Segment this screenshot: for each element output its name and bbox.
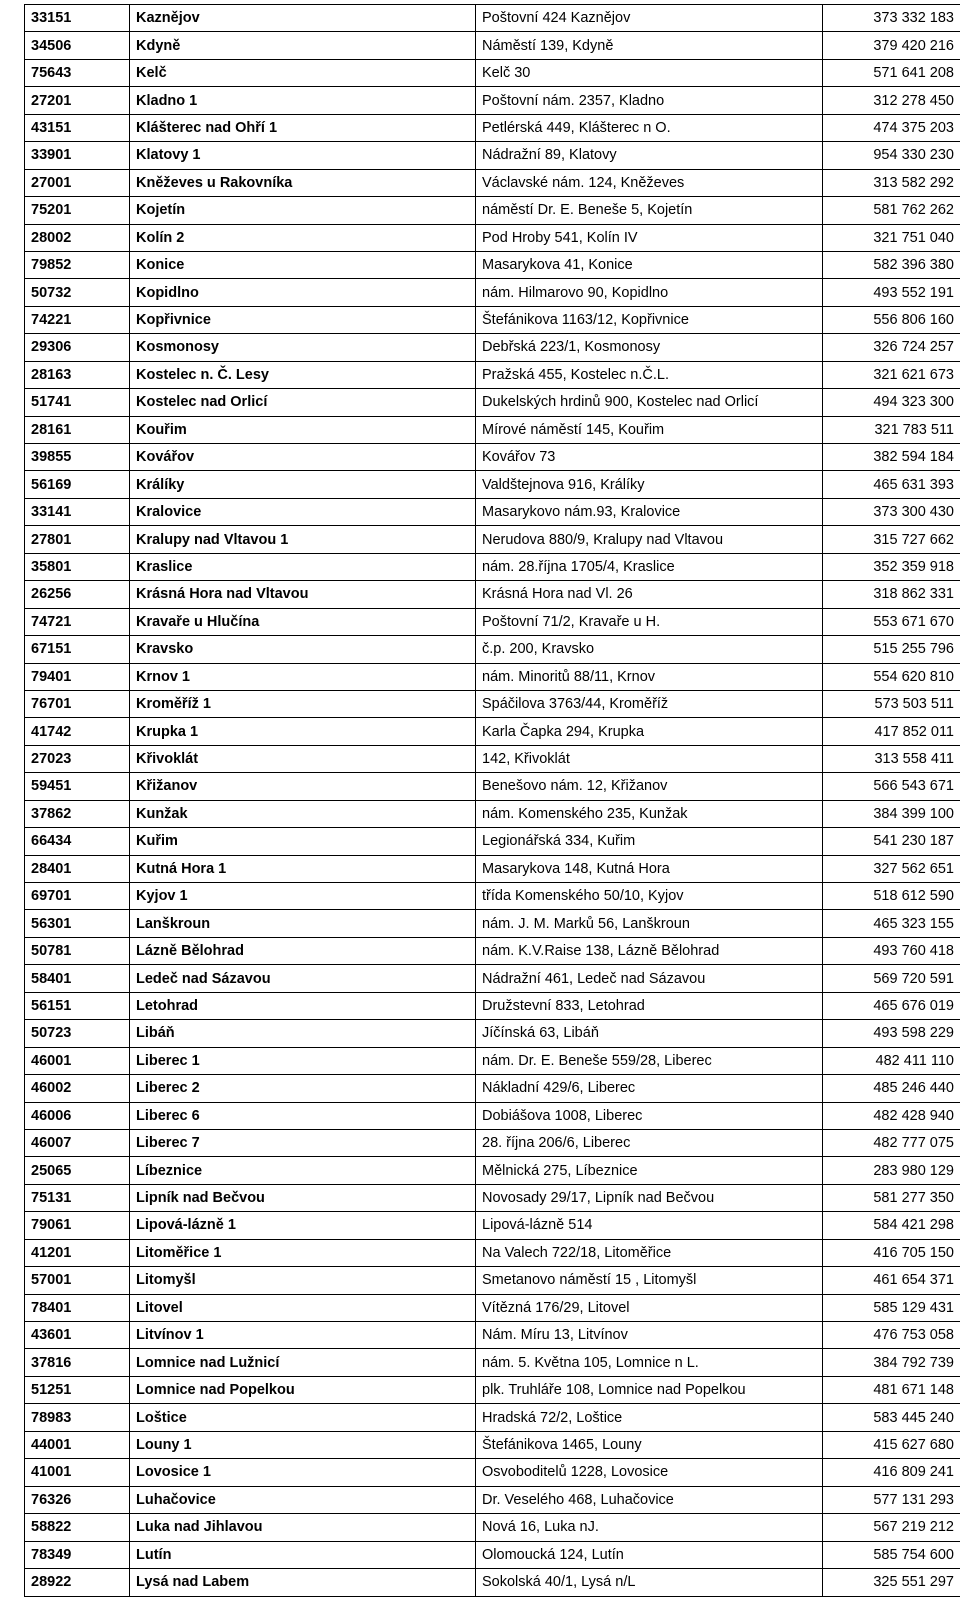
cell-phone: 541 230 187 xyxy=(823,828,960,855)
cell-name: Liberec 2 xyxy=(130,1075,476,1102)
table-row xyxy=(25,1294,960,1321)
cell-name: Kralovice xyxy=(130,498,476,525)
cell-address: Dobiášova 1008, Liberec xyxy=(476,1102,823,1129)
cell-phone: 321 751 040 xyxy=(823,224,960,251)
cell-phone: 581 277 350 xyxy=(823,1184,960,1211)
cell-psc: 76701 xyxy=(25,690,130,717)
cell-name: Kouřim xyxy=(130,416,476,443)
cell-psc: 78401 xyxy=(25,1294,130,1321)
table-row xyxy=(25,87,960,114)
cell-psc: 33141 xyxy=(25,498,130,525)
cell-phone: 373 332 183 xyxy=(823,5,960,32)
cell-phone: 321 783 511 xyxy=(823,416,960,443)
cell-address: Vítězná 176/29, Litovel xyxy=(476,1294,823,1321)
table-row xyxy=(25,32,960,59)
cell-psc: 79401 xyxy=(25,663,130,690)
cell-psc: 46001 xyxy=(25,1047,130,1074)
cell-name: Krupka 1 xyxy=(130,718,476,745)
cell-phone: 321 621 673 xyxy=(823,361,960,388)
cell-phone: 315 727 662 xyxy=(823,526,960,553)
cell-phone: 571 641 208 xyxy=(823,59,960,86)
cell-address: Olomoucká 124, Lutín xyxy=(476,1541,823,1568)
cell-phone: 582 396 380 xyxy=(823,251,960,278)
cell-psc: 28401 xyxy=(25,855,130,882)
cell-name: Lomnice nad Lužnicí xyxy=(130,1349,476,1376)
cell-phone: 494 323 300 xyxy=(823,389,960,416)
table-row xyxy=(25,1102,960,1129)
table-row xyxy=(25,361,960,388)
table-row xyxy=(25,1020,960,1047)
cell-name: Kovářov xyxy=(130,444,476,471)
cell-address: Novosady 29/17, Lipník nad Bečvou xyxy=(476,1184,823,1211)
cell-address: Masarykova 41, Konice xyxy=(476,251,823,278)
cell-phone: 415 627 680 xyxy=(823,1431,960,1458)
table-body xyxy=(25,5,960,1597)
cell-phone: 313 582 292 xyxy=(823,169,960,196)
cell-psc: 79061 xyxy=(25,1212,130,1239)
cell-psc: 74221 xyxy=(25,306,130,333)
cell-address: 142, Křivoklát xyxy=(476,745,823,772)
cell-address: Sokolská 40/1, Lysá n/L xyxy=(476,1568,823,1596)
table-row xyxy=(25,910,960,937)
cell-psc: 46006 xyxy=(25,1102,130,1129)
cell-name: Ledeč nad Sázavou xyxy=(130,965,476,992)
cell-phone: 312 278 450 xyxy=(823,87,960,114)
cell-address: Legionářská 334, Kuřim xyxy=(476,828,823,855)
cell-psc: 75643 xyxy=(25,59,130,86)
cell-name: Kopřivnice xyxy=(130,306,476,333)
cell-phone: 553 671 670 xyxy=(823,608,960,635)
cell-address: Družstevní 833, Letohrad xyxy=(476,992,823,1019)
cell-phone: 326 724 257 xyxy=(823,334,960,361)
cell-name: Kopidlno xyxy=(130,279,476,306)
cell-psc: 29306 xyxy=(25,334,130,361)
cell-phone: 384 792 739 xyxy=(823,1349,960,1376)
table-row xyxy=(25,1431,960,1458)
cell-name: Lázně Bělohrad xyxy=(130,937,476,964)
cell-address: Nám. Míru 13, Litvínov xyxy=(476,1322,823,1349)
cell-name: Liberec 6 xyxy=(130,1102,476,1129)
cell-phone: 313 558 411 xyxy=(823,745,960,772)
table-row xyxy=(25,197,960,224)
cell-psc: 78983 xyxy=(25,1404,130,1431)
cell-psc: 25065 xyxy=(25,1157,130,1184)
cell-address: Benešovo nám. 12, Křižanov xyxy=(476,773,823,800)
cell-address: Jíčínská 63, Libáň xyxy=(476,1020,823,1047)
table-row xyxy=(25,1541,960,1568)
cell-psc: 74721 xyxy=(25,608,130,635)
cell-name: Kněževes u Rakovníka xyxy=(130,169,476,196)
table-row xyxy=(25,663,960,690)
cell-address: Mělnická 275, Líbeznice xyxy=(476,1157,823,1184)
cell-psc: 35801 xyxy=(25,553,130,580)
cell-psc: 46007 xyxy=(25,1129,130,1156)
table-row xyxy=(25,1568,960,1596)
table-row xyxy=(25,526,960,553)
cell-address: nám. Komenského 235, Kunžak xyxy=(476,800,823,827)
cell-phone: 474 375 203 xyxy=(823,114,960,141)
table-row xyxy=(25,5,960,32)
table-row xyxy=(25,1047,960,1074)
table-row xyxy=(25,992,960,1019)
cell-address: Na Valech 722/18, Litoměřice xyxy=(476,1239,823,1266)
cell-address: Hradská 72/2, Loštice xyxy=(476,1404,823,1431)
cell-address: nám. Dr. E. Beneše 559/28, Liberec xyxy=(476,1047,823,1074)
cell-name: Kyjov 1 xyxy=(130,883,476,910)
cell-name: Kravsko xyxy=(130,636,476,663)
table-row xyxy=(25,251,960,278)
cell-psc: 56301 xyxy=(25,910,130,937)
cell-phone: 327 562 651 xyxy=(823,855,960,882)
cell-name: Kunžak xyxy=(130,800,476,827)
cell-address: nám. 5. Května 105, Lomnice n L. xyxy=(476,1349,823,1376)
cell-phone: 373 300 430 xyxy=(823,498,960,525)
table-row xyxy=(25,279,960,306)
cell-name: Lipník nad Bečvou xyxy=(130,1184,476,1211)
table-row xyxy=(25,1075,960,1102)
table-row xyxy=(25,1349,960,1376)
cell-address: Pražská 455, Kostelec n.Č.L. xyxy=(476,361,823,388)
cell-phone: 352 359 918 xyxy=(823,553,960,580)
table-row xyxy=(25,224,960,251)
table-row xyxy=(25,416,960,443)
table-row xyxy=(25,1459,960,1486)
cell-name: Kralupy nad Vltavou 1 xyxy=(130,526,476,553)
cell-address: Nádražní 89, Klatovy xyxy=(476,142,823,169)
cell-address: č.p. 200, Kravsko xyxy=(476,636,823,663)
cell-psc: 28161 xyxy=(25,416,130,443)
table-row xyxy=(25,1267,960,1294)
cell-psc: 44001 xyxy=(25,1431,130,1458)
cell-address: Smetanovo náměstí 15 , Litomyšl xyxy=(476,1267,823,1294)
cell-psc: 56169 xyxy=(25,471,130,498)
cell-name: Liberec 7 xyxy=(130,1129,476,1156)
cell-psc: 50723 xyxy=(25,1020,130,1047)
cell-phone: 493 598 229 xyxy=(823,1020,960,1047)
table-row xyxy=(25,114,960,141)
cell-phone: 325 551 297 xyxy=(823,1568,960,1596)
cell-name: Kojetín xyxy=(130,197,476,224)
table-row xyxy=(25,1157,960,1184)
cell-name: Loštice xyxy=(130,1404,476,1431)
cell-phone: 954 330 230 xyxy=(823,142,960,169)
cell-name: Lovosice 1 xyxy=(130,1459,476,1486)
cell-psc: 50732 xyxy=(25,279,130,306)
table-row xyxy=(25,1486,960,1513)
table-row xyxy=(25,553,960,580)
cell-psc: 76326 xyxy=(25,1486,130,1513)
cell-name: Kladno 1 xyxy=(130,87,476,114)
cell-name: Libáň xyxy=(130,1020,476,1047)
cell-address: Debřská 223/1, Kosmonosy xyxy=(476,334,823,361)
cell-name: Kostelec n. Č. Lesy xyxy=(130,361,476,388)
cell-phone: 416 809 241 xyxy=(823,1459,960,1486)
cell-phone: 482 428 940 xyxy=(823,1102,960,1129)
table-row xyxy=(25,1376,960,1403)
cell-phone: 485 246 440 xyxy=(823,1075,960,1102)
cell-psc: 46002 xyxy=(25,1075,130,1102)
cell-psc: 50781 xyxy=(25,937,130,964)
cell-name: Kelč xyxy=(130,59,476,86)
cell-psc: 66434 xyxy=(25,828,130,855)
cell-name: Líbeznice xyxy=(130,1157,476,1184)
table-row xyxy=(25,773,960,800)
cell-phone: 554 620 810 xyxy=(823,663,960,690)
cell-phone: 493 760 418 xyxy=(823,937,960,964)
table-row xyxy=(25,636,960,663)
cell-name: Litomyšl xyxy=(130,1267,476,1294)
cell-address: třída Komenského 50/10, Kyjov xyxy=(476,883,823,910)
cell-address: Nákladní 429/6, Liberec xyxy=(476,1075,823,1102)
table-row xyxy=(25,718,960,745)
cell-address: Náměstí 139, Kdyně xyxy=(476,32,823,59)
cell-address: nám. K.V.Raise 138, Lázně Bělohrad xyxy=(476,937,823,964)
table-row xyxy=(25,1404,960,1431)
cell-address: Poštovní 71/2, Kravaře u H. xyxy=(476,608,823,635)
cell-phone: 416 705 150 xyxy=(823,1239,960,1266)
cell-phone: 556 806 160 xyxy=(823,306,960,333)
cell-name: Litovel xyxy=(130,1294,476,1321)
cell-name: Lipová-lázně 1 xyxy=(130,1212,476,1239)
table-row xyxy=(25,581,960,608)
cell-address: Poštovní 424 Kaznějov xyxy=(476,5,823,32)
cell-name: Křivoklát xyxy=(130,745,476,772)
cell-name: Kuřim xyxy=(130,828,476,855)
cell-address: Masarykovo nám.93, Kralovice xyxy=(476,498,823,525)
post-office-table xyxy=(24,4,960,1597)
cell-phone: 583 445 240 xyxy=(823,1404,960,1431)
cell-psc: 41742 xyxy=(25,718,130,745)
cell-psc: 58822 xyxy=(25,1514,130,1541)
cell-name: Kraslice xyxy=(130,553,476,580)
table-row xyxy=(25,1514,960,1541)
cell-phone: 577 131 293 xyxy=(823,1486,960,1513)
cell-address: Nerudova 880/9, Kralupy nad Vltavou xyxy=(476,526,823,553)
cell-phone: 518 612 590 xyxy=(823,883,960,910)
table-row xyxy=(25,855,960,882)
cell-address: Masarykova 148, Kutná Hora xyxy=(476,855,823,882)
cell-address: plk. Truhláře 108, Lomnice nad Popelkou xyxy=(476,1376,823,1403)
cell-psc: 28002 xyxy=(25,224,130,251)
table-row xyxy=(25,142,960,169)
cell-psc: 67151 xyxy=(25,636,130,663)
table-row xyxy=(25,334,960,361)
cell-phone: 382 594 184 xyxy=(823,444,960,471)
cell-phone: 283 980 129 xyxy=(823,1157,960,1184)
cell-address: Karla Čapka 294, Krupka xyxy=(476,718,823,745)
cell-phone: 481 671 148 xyxy=(823,1376,960,1403)
cell-address: Nová 16, Luka nJ. xyxy=(476,1514,823,1541)
cell-name: Kosmonosy xyxy=(130,334,476,361)
table-row xyxy=(25,444,960,471)
cell-address: Lipová-lázně 514 xyxy=(476,1212,823,1239)
cell-psc: 39855 xyxy=(25,444,130,471)
cell-psc: 27001 xyxy=(25,169,130,196)
cell-phone: 585 754 600 xyxy=(823,1541,960,1568)
cell-psc: 51251 xyxy=(25,1376,130,1403)
table-row xyxy=(25,306,960,333)
cell-phone: 379 420 216 xyxy=(823,32,960,59)
cell-psc: 75201 xyxy=(25,197,130,224)
table-row xyxy=(25,1129,960,1156)
table-row xyxy=(25,745,960,772)
cell-name: Litvínov 1 xyxy=(130,1322,476,1349)
cell-psc: 33901 xyxy=(25,142,130,169)
cell-address: Pod Hroby 541, Kolín IV xyxy=(476,224,823,251)
cell-phone: 465 631 393 xyxy=(823,471,960,498)
cell-psc: 69701 xyxy=(25,883,130,910)
cell-name: Křižanov xyxy=(130,773,476,800)
cell-name: Louny 1 xyxy=(130,1431,476,1458)
cell-name: Krnov 1 xyxy=(130,663,476,690)
cell-psc: 27801 xyxy=(25,526,130,553)
cell-phone: 493 552 191 xyxy=(823,279,960,306)
table-row xyxy=(25,169,960,196)
cell-address: Kelč 30 xyxy=(476,59,823,86)
cell-psc: 28922 xyxy=(25,1568,130,1596)
cell-name: Klatovy 1 xyxy=(130,142,476,169)
cell-address: Poštovní nám. 2357, Kladno xyxy=(476,87,823,114)
cell-address: nám. J. M. Marků 56, Lanškroun xyxy=(476,910,823,937)
cell-name: Litoměřice 1 xyxy=(130,1239,476,1266)
table-row xyxy=(25,498,960,525)
cell-name: Krásná Hora nad Vltavou xyxy=(130,581,476,608)
cell-psc: 37862 xyxy=(25,800,130,827)
table-row xyxy=(25,828,960,855)
table-row xyxy=(25,1239,960,1266)
cell-psc: 58401 xyxy=(25,965,130,992)
cell-address: Spáčilova 3763/44, Kroměříž xyxy=(476,690,823,717)
cell-address: Václavské nám. 124, Kněževes xyxy=(476,169,823,196)
cell-address: Petlérská 449, Klášterec n O. xyxy=(476,114,823,141)
cell-phone: 465 323 155 xyxy=(823,910,960,937)
cell-address: Dr. Veselého 468, Luhačovice xyxy=(476,1486,823,1513)
table-row xyxy=(25,59,960,86)
cell-address: Nádražní 461, Ledeč nad Sázavou xyxy=(476,965,823,992)
cell-name: Luhačovice xyxy=(130,1486,476,1513)
cell-psc: 43151 xyxy=(25,114,130,141)
cell-name: Kolín 2 xyxy=(130,224,476,251)
cell-psc: 26256 xyxy=(25,581,130,608)
cell-address: nám. Minoritů 88/11, Krnov xyxy=(476,663,823,690)
table-row xyxy=(25,690,960,717)
cell-address: Valdštejnova 916, Králíky xyxy=(476,471,823,498)
cell-name: Lomnice nad Popelkou xyxy=(130,1376,476,1403)
cell-phone: 461 654 371 xyxy=(823,1267,960,1294)
cell-phone: 567 219 212 xyxy=(823,1514,960,1541)
cell-psc: 78349 xyxy=(25,1541,130,1568)
cell-phone: 318 862 331 xyxy=(823,581,960,608)
cell-phone: 584 421 298 xyxy=(823,1212,960,1239)
cell-address: Kovářov 73 xyxy=(476,444,823,471)
table-row xyxy=(25,608,960,635)
cell-psc: 41001 xyxy=(25,1459,130,1486)
cell-psc: 43601 xyxy=(25,1322,130,1349)
cell-name: Luka nad Jihlavou xyxy=(130,1514,476,1541)
cell-name: Kdyně xyxy=(130,32,476,59)
cell-address: Štefánikova 1163/12, Kopřivnice xyxy=(476,306,823,333)
table-row xyxy=(25,937,960,964)
cell-phone: 585 129 431 xyxy=(823,1294,960,1321)
table-row xyxy=(25,1212,960,1239)
cell-address: náměstí Dr. E. Beneše 5, Kojetín xyxy=(476,197,823,224)
table-row xyxy=(25,389,960,416)
cell-phone: 515 255 796 xyxy=(823,636,960,663)
cell-psc: 34506 xyxy=(25,32,130,59)
cell-name: Králíky xyxy=(130,471,476,498)
cell-phone: 581 762 262 xyxy=(823,197,960,224)
cell-psc: 57001 xyxy=(25,1267,130,1294)
table-row xyxy=(25,1184,960,1211)
cell-name: Kravaře u Hlučína xyxy=(130,608,476,635)
cell-phone: 465 676 019 xyxy=(823,992,960,1019)
cell-address: Mírové náměstí 145, Kouřim xyxy=(476,416,823,443)
cell-name: Konice xyxy=(130,251,476,278)
cell-name: Liberec 1 xyxy=(130,1047,476,1074)
cell-psc: 27201 xyxy=(25,87,130,114)
cell-address: nám. 28.října 1705/4, Kraslice xyxy=(476,553,823,580)
cell-address: Krásná Hora nad Vl. 26 xyxy=(476,581,823,608)
cell-phone: 417 852 011 xyxy=(823,718,960,745)
cell-name: Kroměříž 1 xyxy=(130,690,476,717)
cell-phone: 569 720 591 xyxy=(823,965,960,992)
cell-name: Kostelec nad Orlicí xyxy=(130,389,476,416)
cell-psc: 75131 xyxy=(25,1184,130,1211)
cell-name: Lutín xyxy=(130,1541,476,1568)
cell-name: Kaznějov xyxy=(130,5,476,32)
cell-phone: 482 777 075 xyxy=(823,1129,960,1156)
cell-psc: 27023 xyxy=(25,745,130,772)
cell-psc: 51741 xyxy=(25,389,130,416)
cell-phone: 573 503 511 xyxy=(823,690,960,717)
cell-name: Kutná Hora 1 xyxy=(130,855,476,882)
cell-phone: 482 411 110 xyxy=(823,1047,960,1074)
cell-psc: 59451 xyxy=(25,773,130,800)
cell-address: 28. října 206/6, Liberec xyxy=(476,1129,823,1156)
cell-psc: 41201 xyxy=(25,1239,130,1266)
cell-psc: 33151 xyxy=(25,5,130,32)
cell-address: Štefánikova 1465, Louny xyxy=(476,1431,823,1458)
table-row xyxy=(25,965,960,992)
cell-name: Lanškroun xyxy=(130,910,476,937)
cell-psc: 37816 xyxy=(25,1349,130,1376)
table-row xyxy=(25,471,960,498)
cell-name: Klášterec nad Ohří 1 xyxy=(130,114,476,141)
cell-address: Dukelských hrdinů 900, Kostelec nad Orlicí xyxy=(476,389,823,416)
cell-address: Osvoboditelů 1228, Lovosice xyxy=(476,1459,823,1486)
cell-address: nám. Hilmarovo 90, Kopidlno xyxy=(476,279,823,306)
cell-psc: 28163 xyxy=(25,361,130,388)
cell-psc: 56151 xyxy=(25,992,130,1019)
table-row xyxy=(25,883,960,910)
cell-phone: 566 543 671 xyxy=(823,773,960,800)
cell-psc: 79852 xyxy=(25,251,130,278)
cell-phone: 384 399 100 xyxy=(823,800,960,827)
cell-name: Letohrad xyxy=(130,992,476,1019)
cell-name: Lysá nad Labem xyxy=(130,1568,476,1596)
table-row xyxy=(25,800,960,827)
table-row xyxy=(25,1322,960,1349)
cell-phone: 476 753 058 xyxy=(823,1322,960,1349)
